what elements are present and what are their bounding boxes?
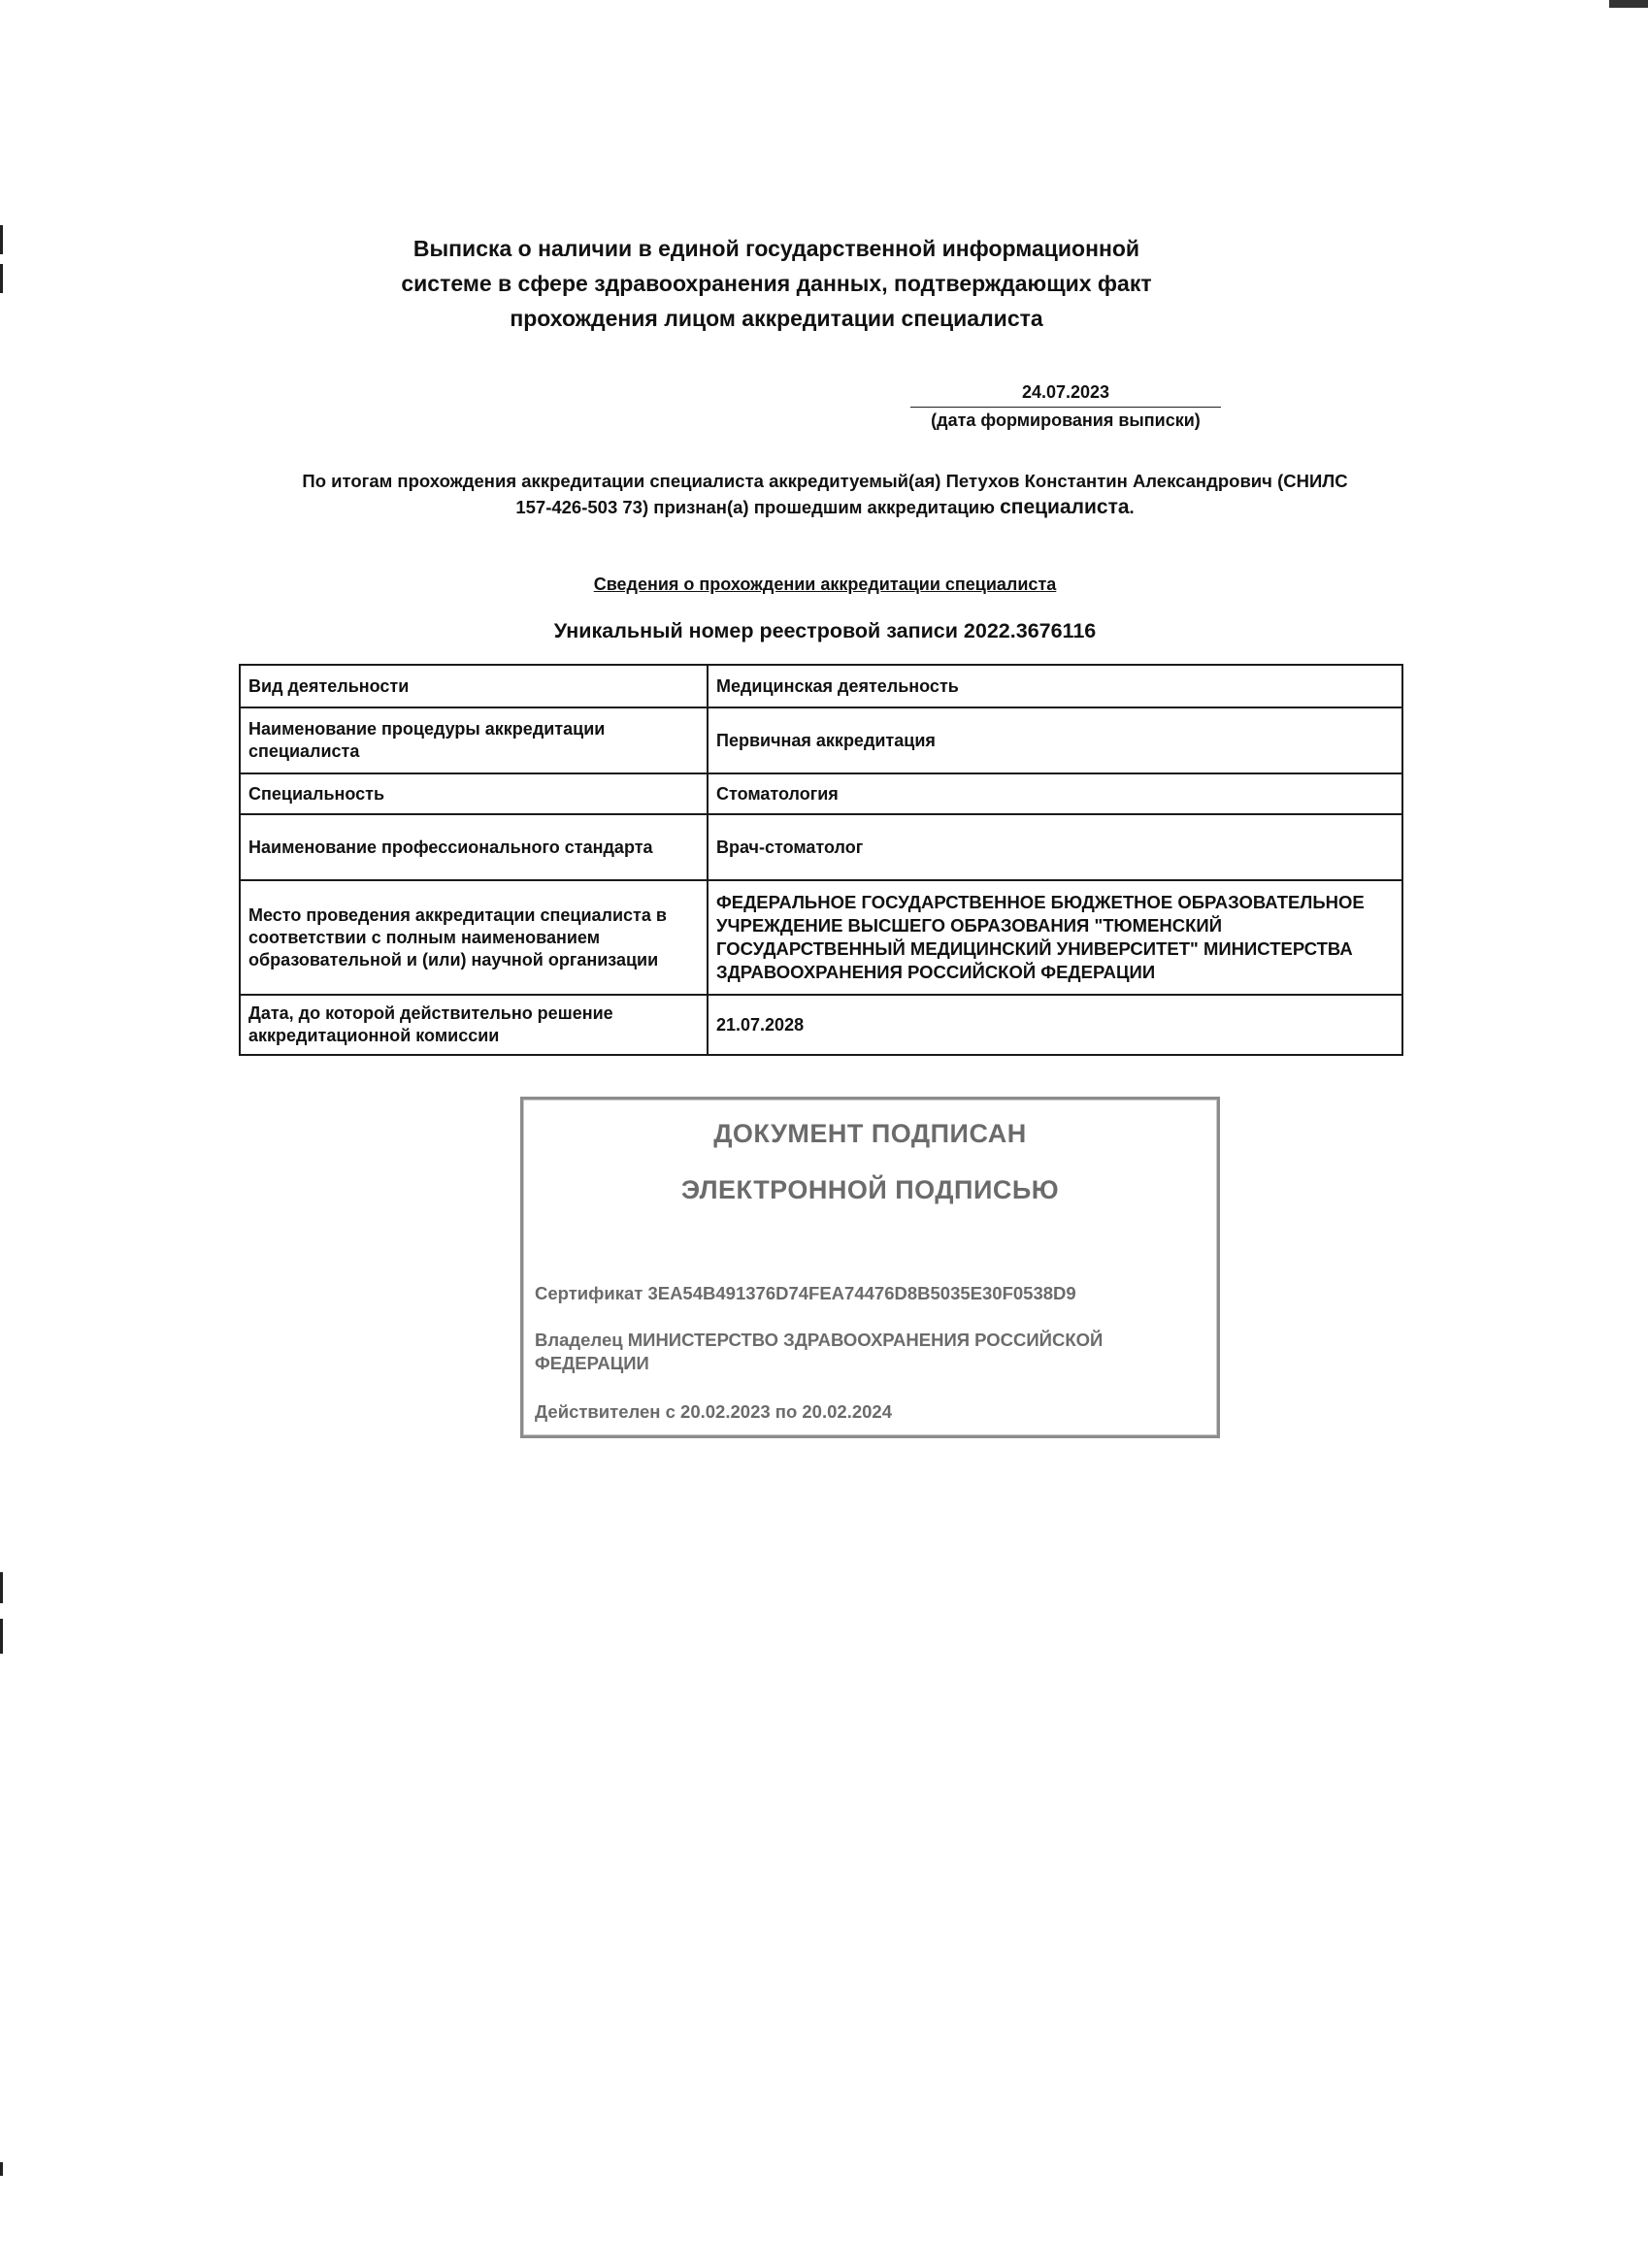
table-row bbox=[240, 995, 1402, 1055]
stamp-owner: Владелец МИНИСТЕРСТВО ЗДРАВООХРАНЕНИЯ РОССИЙСКОЙ ФЕДЕРАЦИИ bbox=[535, 1330, 1104, 1373]
row-label: Место проведения аккредитации специалиста в соответствии с полным наименованием образовательной и (или) научной организации bbox=[240, 880, 708, 995]
stamp-subtitle: ЭЛЕКТРОННОЙ ПОДПИСЬЮ bbox=[680, 1175, 1060, 1204]
intro-line: 157-426-503 73) признан(а) прошедшим аккредитацию bbox=[515, 497, 1001, 517]
scan-edge-mark bbox=[0, 264, 3, 293]
intro-emphasis: специалиста bbox=[1000, 496, 1130, 518]
row-label: Дата, до которой действительно решение аккредитационной комиссии bbox=[240, 995, 708, 1055]
intro-period: . bbox=[1129, 497, 1135, 517]
row-value: Первичная аккредитация bbox=[708, 707, 1402, 773]
row-value: 21.07.2028 bbox=[708, 995, 1402, 1055]
row-value: Стоматология bbox=[708, 773, 1402, 814]
table-row bbox=[240, 665, 1402, 707]
formation-date-block bbox=[910, 380, 1221, 433]
table-row bbox=[240, 773, 1402, 814]
row-label: Специальность bbox=[240, 773, 708, 814]
document-title bbox=[291, 231, 1262, 336]
row-value: Врач-стоматолог bbox=[708, 814, 1402, 880]
row-value: Медицинская деятельность bbox=[708, 665, 1402, 707]
stamp-validity: Действителен с 20.02.2023 по 20.02.2024 bbox=[535, 1401, 892, 1422]
table-row bbox=[240, 814, 1402, 880]
formation-date-caption: (дата формирования выписки) bbox=[931, 411, 1201, 430]
table-row bbox=[240, 707, 1402, 773]
row-label: Наименование процедуры аккредитации специалиста bbox=[240, 707, 708, 773]
title-line: прохождения лицом аккредитации специалиста bbox=[510, 306, 1043, 331]
section-heading: Сведения о прохождении аккредитации специалиста bbox=[593, 575, 1057, 594]
scan-edge-mark bbox=[0, 225, 3, 254]
scan-edge-mark bbox=[0, 1572, 3, 1603]
title-line: Выписка о наличии в единой государственной информационной bbox=[412, 236, 1140, 261]
row-value: ФЕДЕРАЛЬНОЕ ГОСУДАРСТВЕННОЕ БЮДЖЕТНОЕ ОБРАЗОВАТЕЛЬНОЕ УЧРЕЖДЕНИЕ ВЫСШЕГО ОБРАЗОВАНИЯ "ТЮМЕНСКИЙ ГОСУДАРСТВЕННЫЙ МЕДИЦИНСКИЙ УНИВЕРСИТЕТ" МИНИСТЕРСТВА ЗДРАВООХРАНЕНИЯ РОССИЙСКОЙ ФЕДЕРАЦИИ bbox=[708, 880, 1402, 995]
scan-corner-mark bbox=[1609, 0, 1648, 8]
title-line: системе в сфере здравоохранения данных, подтверждающих факт bbox=[401, 271, 1152, 296]
electronic-signature-stamp bbox=[520, 1097, 1220, 1438]
scan-edge-mark bbox=[0, 1619, 3, 1654]
stamp-certificate: Сертификат 3EA54B491376D74FEA74476D8B5035E30F0538D9 bbox=[535, 1283, 1076, 1303]
row-label: Вид деятельности bbox=[240, 665, 708, 707]
accreditation-table bbox=[239, 664, 1403, 1056]
scan-edge-mark bbox=[0, 2162, 3, 2176]
stamp-title: ДОКУМЕНТ ПОДПИСАН bbox=[713, 1119, 1027, 1148]
table-row bbox=[240, 880, 1402, 995]
row-label: Наименование профессионального стандарта bbox=[240, 814, 708, 880]
intro-paragraph bbox=[233, 468, 1417, 520]
formation-date: 24.07.2023 bbox=[910, 380, 1221, 408]
registry-number: Уникальный номер реестровой записи 2022.3676116 bbox=[553, 619, 1097, 642]
intro-line: По итогам прохождения аккредитации специалиста аккредитуемый(ая) Петухов Константин Александрович (СНИЛС bbox=[302, 471, 1348, 491]
